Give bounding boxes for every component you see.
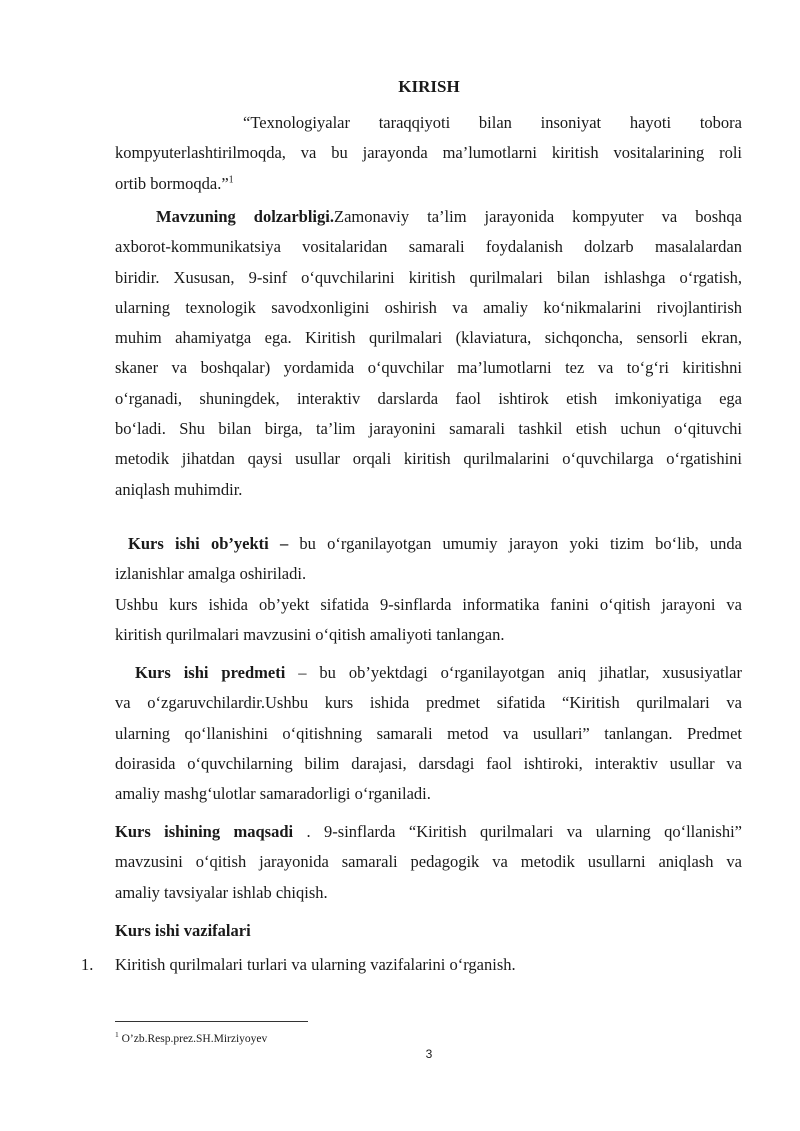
task-item (115, 950, 742, 980)
paragraph-line: ularning texnologik savodxonligini oshirish va amaliy ko‘nikmalarini rivojlantirish (115, 297, 742, 317)
footnote (115, 1031, 267, 1047)
paragraph-line: muhim ahamiyatga ega. Kiritish qurilmalari (klaviatura, sichqoncha, sensorli ekran, (115, 328, 742, 348)
epigraph (115, 108, 742, 199)
footnote-divider (115, 1021, 308, 1022)
list-number: 1. (81, 955, 94, 974)
relevance-label: Mavzuning dolzarbligi. (156, 207, 334, 226)
paragraph-line: metodik jihatdan qaysi usullar orqali kiritish qurilmalarini o‘quvchilarga o‘rgatishini (115, 449, 742, 469)
epigraph-line: kompyuterlashtirilmoqda, va bu jarayonda ma’lumotlarni kiritish vositalarining roli (115, 143, 742, 163)
footnote-text: O’zb.Resp.prez.SH.Mirziyoyev (121, 1033, 268, 1045)
paragraph-line: Ushbu kurs ishida ob’yekt sifatida 9-sinflarda informatika fanini o‘qitish jarayoni va (115, 594, 742, 614)
object-paragraph (115, 529, 742, 650)
paragraph-line: Mavzuning dolzarbligi.Zamonaviy ta’lim jarayonida kompyuter va boshqa (156, 207, 742, 226)
paragraph-line: biridir. Xususan, 9-sinf o‘quvchilarini kiritish qurilmalari bilan ishlashga o‘rgatish, (115, 267, 742, 287)
task-text: Kiritish qurilmalari turlari va ularning vazifalarini o‘rganish. (115, 955, 516, 974)
paragraph-line: aniqlash muhimdir. (115, 479, 243, 499)
epigraph-line: “Texnologiyalar taraqqiyoti bilan insoniyat hayoti tobora (243, 113, 742, 132)
paragraph-line: Kurs ishi predmeti – bu ob’yektdagi o‘rganilayotgan aniq jihatlar, xususiyatlar (135, 663, 742, 682)
paragraph-line: amaliy tavsiyalar ishlab chiqish. (115, 882, 328, 902)
paragraph-line: bo‘ladi. Shu bilan birga, ta’lim jarayonini samarali tashkil etish uchun o‘qituvchi (115, 419, 742, 439)
paragraph-line: skaner va boshqalar) yordamida o‘quvchilar ma’lumotlarni tez va to‘g‘ri kiritishni (115, 358, 742, 378)
subject-label: Kurs ishi predmeti (135, 663, 286, 682)
paragraph-line: o‘rganadi, shuningdek, interaktiv darslarda faol ishtirok etish imkoniyatiga ega (115, 388, 742, 408)
paragraph-line: axborot-kommunikatsiya vositalaridan samarali foydalanish dolzarb masalalardan (115, 237, 742, 257)
paragraph-line: kiritish qurilmalari mavzusini o‘qitish amaliyoti tanlangan. (115, 624, 505, 644)
tasks-heading (115, 916, 742, 946)
paragraph-line: amaliy mashg‘ulotlar samaradorligi o‘rganiladi. (115, 784, 431, 804)
footnote-ref[interactable]: 1 (228, 174, 234, 186)
tasks-label: Kurs ishi vazifalari (115, 921, 251, 940)
paragraph-line: ularning qo‘llanishini o‘qitishning samarali metod va usullari” tanlangan. Predmet (115, 723, 742, 743)
paragraph-line: izlanishlar amalga oshiriladi. (115, 564, 307, 584)
goal-label: Kurs ishining maqsadi (115, 822, 294, 841)
object-label: Kurs ishi ob’yekti – (128, 534, 289, 553)
paragraph-line: va o‘zgaruvchilardir.Ushbu kurs ishida predmet sifatida “Kiritish qurilmalari va (115, 693, 742, 713)
paragraph-line: doirasida o‘quvchilarning bilim darajasi, darsdagi faol ishtiroki, interaktiv usullar va (115, 753, 742, 773)
footnote-marker: 1 (115, 1030, 119, 1040)
page-number: 3 (425, 1047, 433, 1061)
subject-paragraph (115, 658, 742, 809)
goal-paragraph (115, 817, 742, 908)
paragraph-line: mavzusini o‘qitish jarayonida samarali pedagogik va metodik usullarni aniqlash va (115, 852, 742, 872)
section-title: KIRISH (398, 77, 460, 96)
paragraph-line: Kurs ishining maqsadi . 9-sinflarda “Kiritish qurilmalari va ularning qo‘llanishi” (115, 822, 742, 841)
paragraph-line: Kurs ishi ob’yekti – bu o‘rganilayotgan umumiy jarayon yoki tizim bo‘lib, unda (128, 534, 742, 553)
relevance-paragraph (115, 202, 742, 505)
epigraph-line: ortib bormoqda.”$^1$ (115, 173, 234, 193)
